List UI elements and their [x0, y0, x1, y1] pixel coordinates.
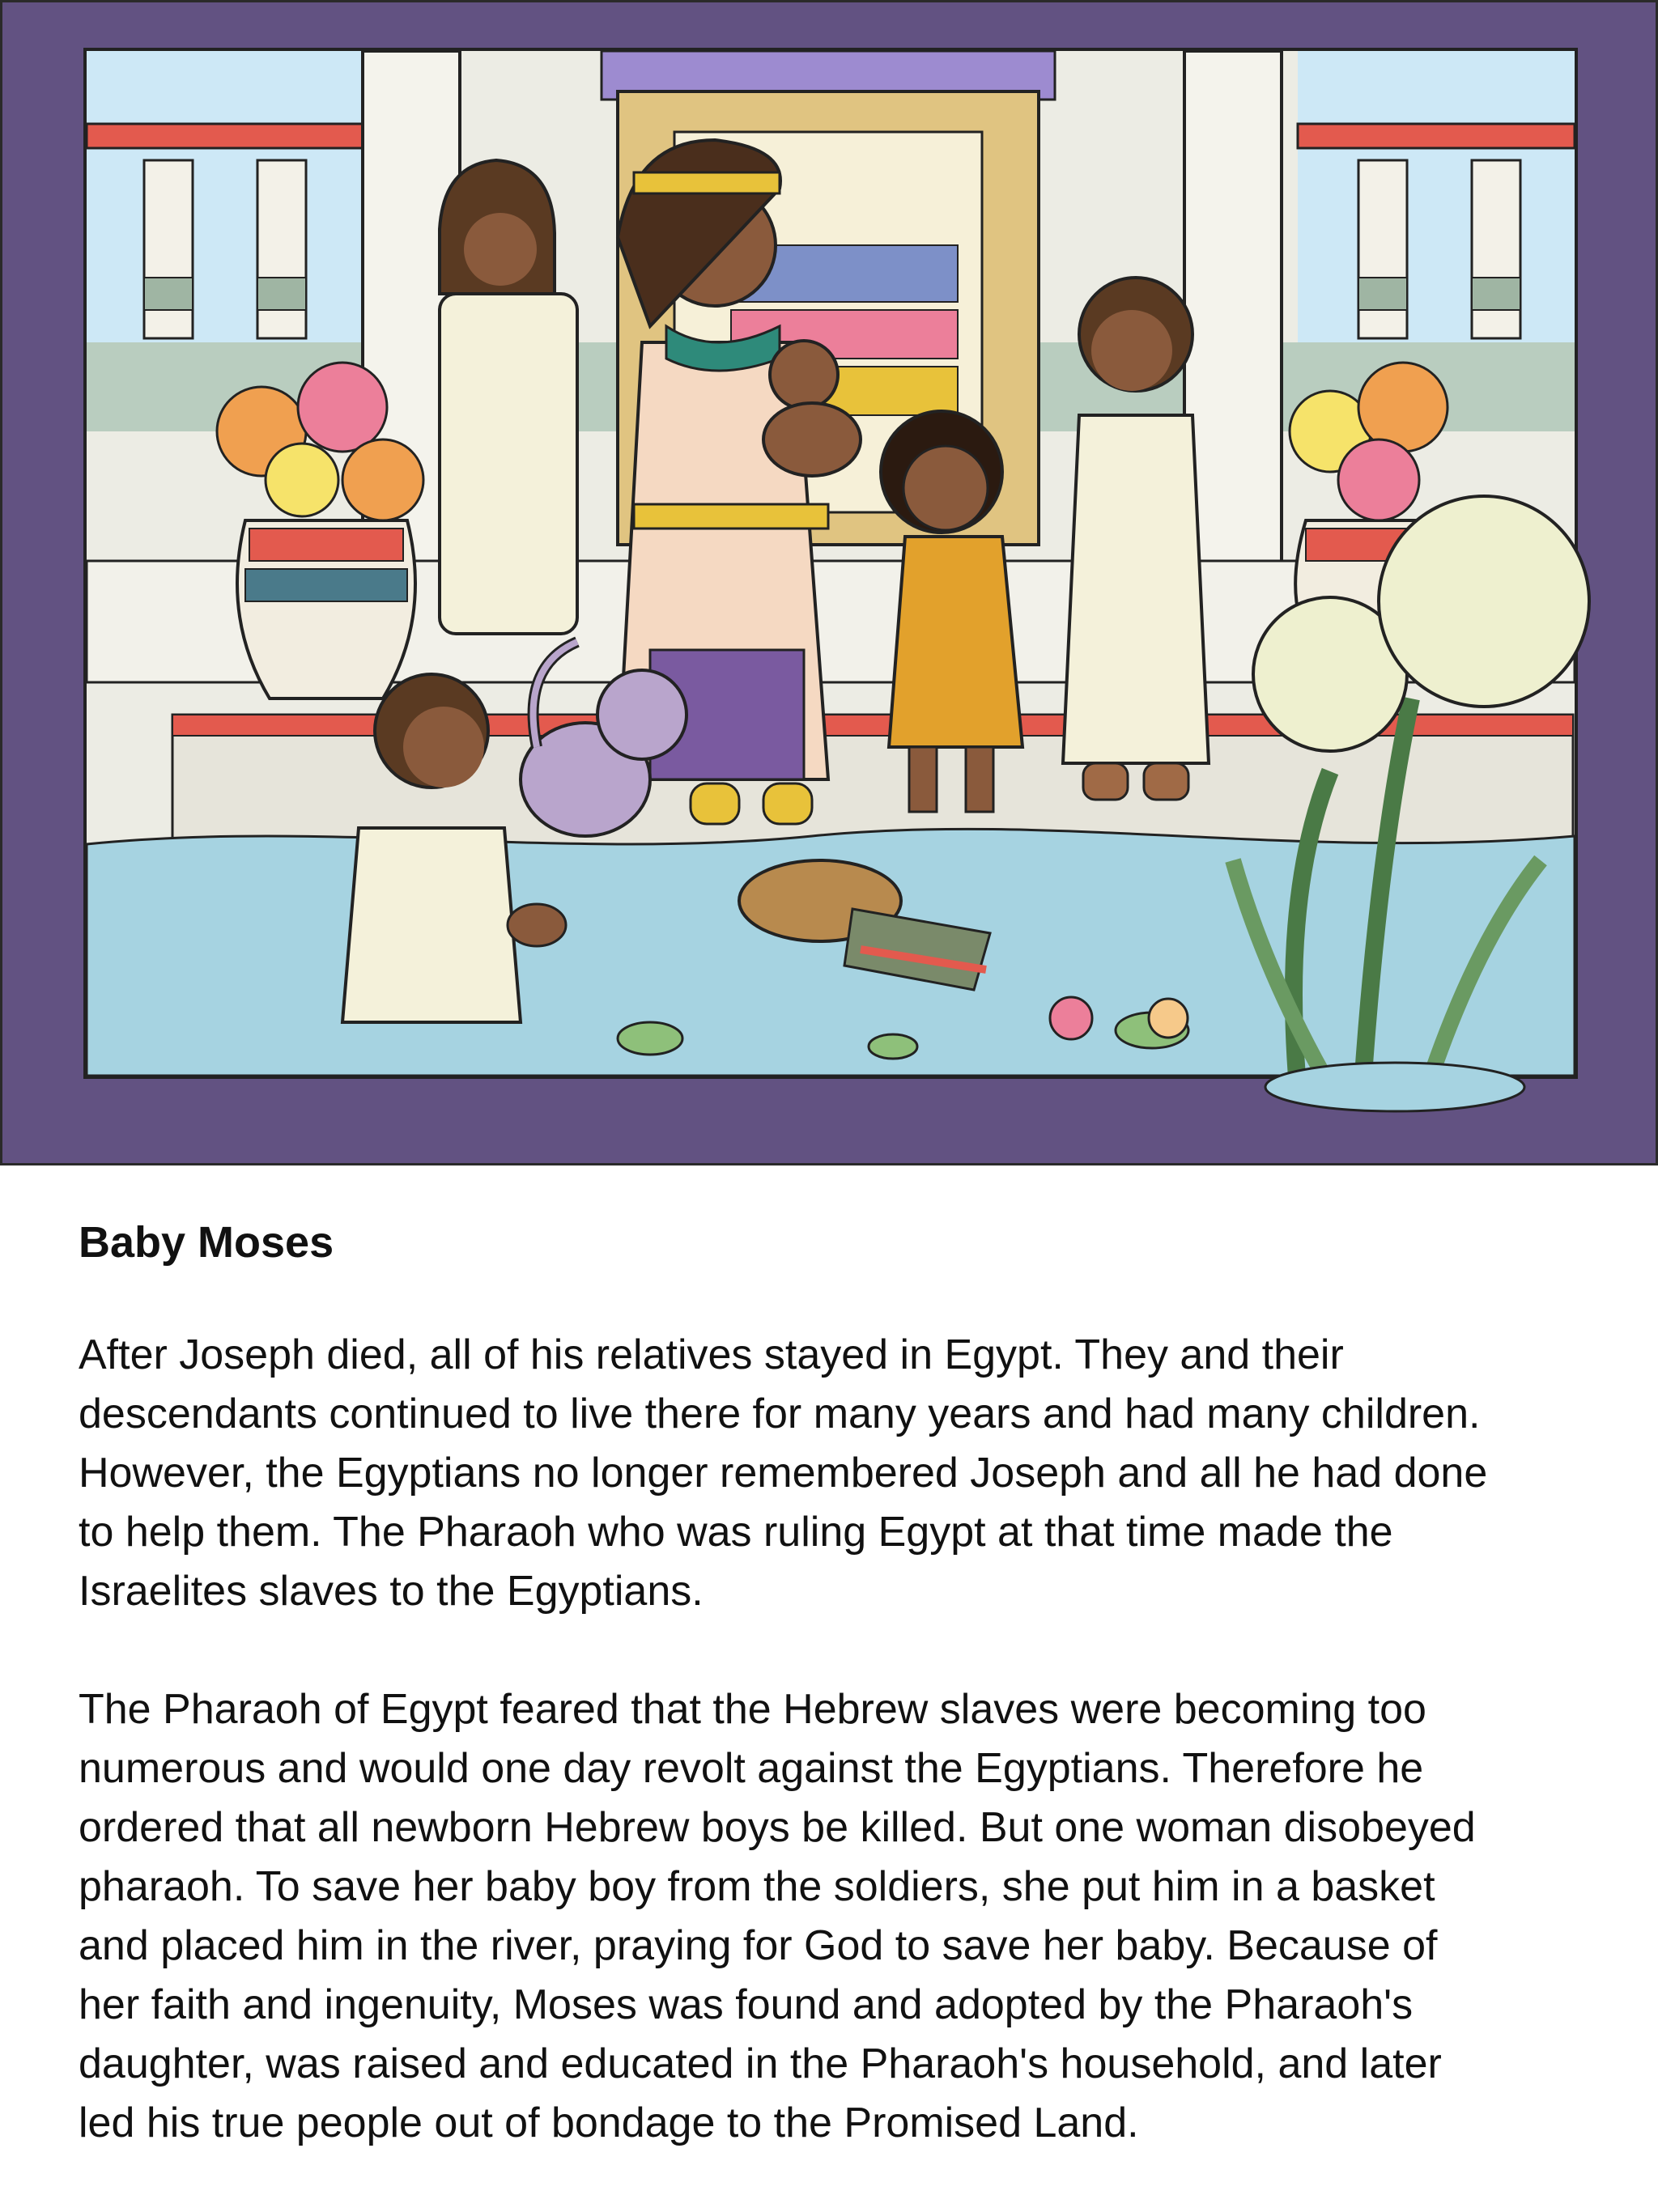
right-window	[1298, 51, 1575, 342]
story-paragraph-1: After Joseph died, all of his relatives stayed in Egypt. They and their descendants continued to live there for many years and had many children. However, the Egyptians no longer remembered Joseph and all he had done to help them. The Pharaoh who was ruling Egypt at that time made the Israelites slaves to the Egyptians.	[79, 1331, 1488, 1615]
baby-moses	[770, 341, 838, 409]
lily-pad	[618, 1022, 682, 1055]
lotus-flower	[1050, 997, 1092, 1039]
palace-scene-illustration	[2, 2, 1658, 1168]
story-title: Baby Moses	[79, 1218, 334, 1267]
story-paragraph-2: The Pharaoh of Egypt feared that the Hebrew slaves were becoming too numerous and would one day revolt against the Egyptians. Therefore he ordered that all newborn Hebrew boys be killed. But one woman disobeyed pharaoh. To save her baby boy from the soldiers, she put him in a basket and placed him in the river, praying for God to save her baby. Because of her faith and ingenuity, Moses was found and adopted by the Pharaoh's daughter, was raised and educated in the Pharaoh's household, and later led his true people out of bondage to the Promised Land.	[79, 1686, 1476, 2146]
story-text	[79, 1214, 1617, 2212]
lotus-flower	[1149, 999, 1188, 1038]
left-window	[87, 51, 366, 342]
lily-pad	[869, 1034, 917, 1059]
maid-right	[1063, 278, 1209, 800]
